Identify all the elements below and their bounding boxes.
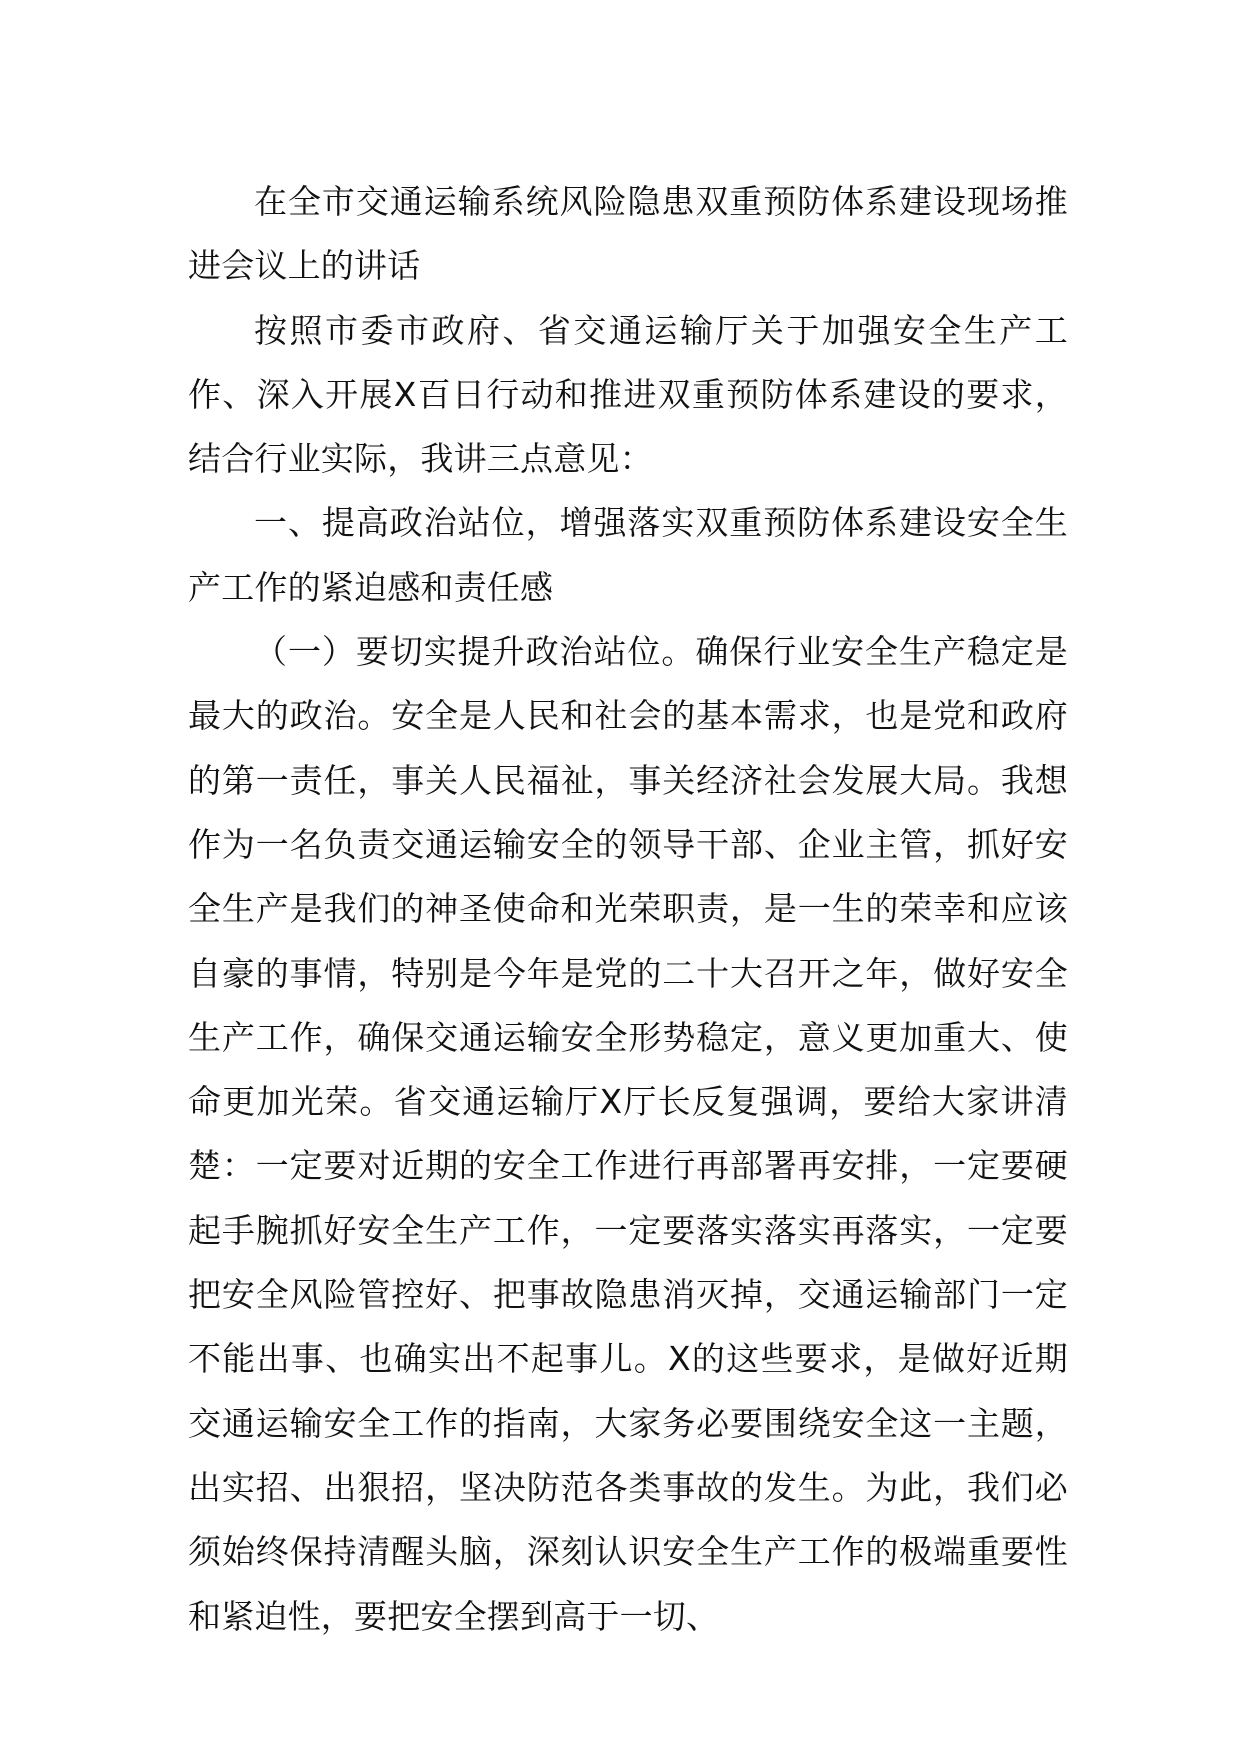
document-title: 在全市交通运输系统风险隐患双重预防体系建设现场推进会议上的讲话 bbox=[188, 182, 1068, 286]
document-page bbox=[188, 170, 1068, 1649]
section-heading: 一、提高政治站位，增强落实双重预防体系建设安全生产工作的紧迫感和责任感 bbox=[188, 503, 1068, 607]
intro-paragraph: 按照市委市政府、省交通运输厅关于加强安全生产工作、深入开展X百日行动和推进双重预防体系建设的要求，结合行业实际，我讲三点意见： bbox=[188, 310, 1068, 479]
subsection-paragraph: （一）要切实提升政治站位。确保行业安全生产稳定是最大的政治。安全是人民和社会的基本需求，也是党和政府的第一责任，事关人民福祉，事关经济社会发展大局。我想作为一名负责交通运输安全的领导干部、企业主管，抓好安全生产是我们的神圣使命和光荣职责，是一生的荣幸和应该自豪的事情，特别是今年是党的二十大召开之年，做好安全生产工作，确保交通运输安全形势稳定，意义更加重大、使命更加光荣。省交通运输厅X厅长反复强调，要给大家讲清楚：一定要对近期的安全工作进行再部署再安排，一定要硬起手腕抓好安全生产工作，一定要落实落实再落实，一定要把安全风险管控好、把事故隐患消灭掉，交通运输部门一定不能出事、也确实出不起事儿。X的这些要求，是做好近期交通运输安全工作的指南，大家务必要围绕安全这一主题，出实招、出狠招，坚决防范各类事故的发生。为此，我们必须始终保持清醒头脑，深刻认识安全生产工作的极端重要性和紧迫性，要把安全摆到高于一切、 bbox=[188, 632, 1068, 1636]
